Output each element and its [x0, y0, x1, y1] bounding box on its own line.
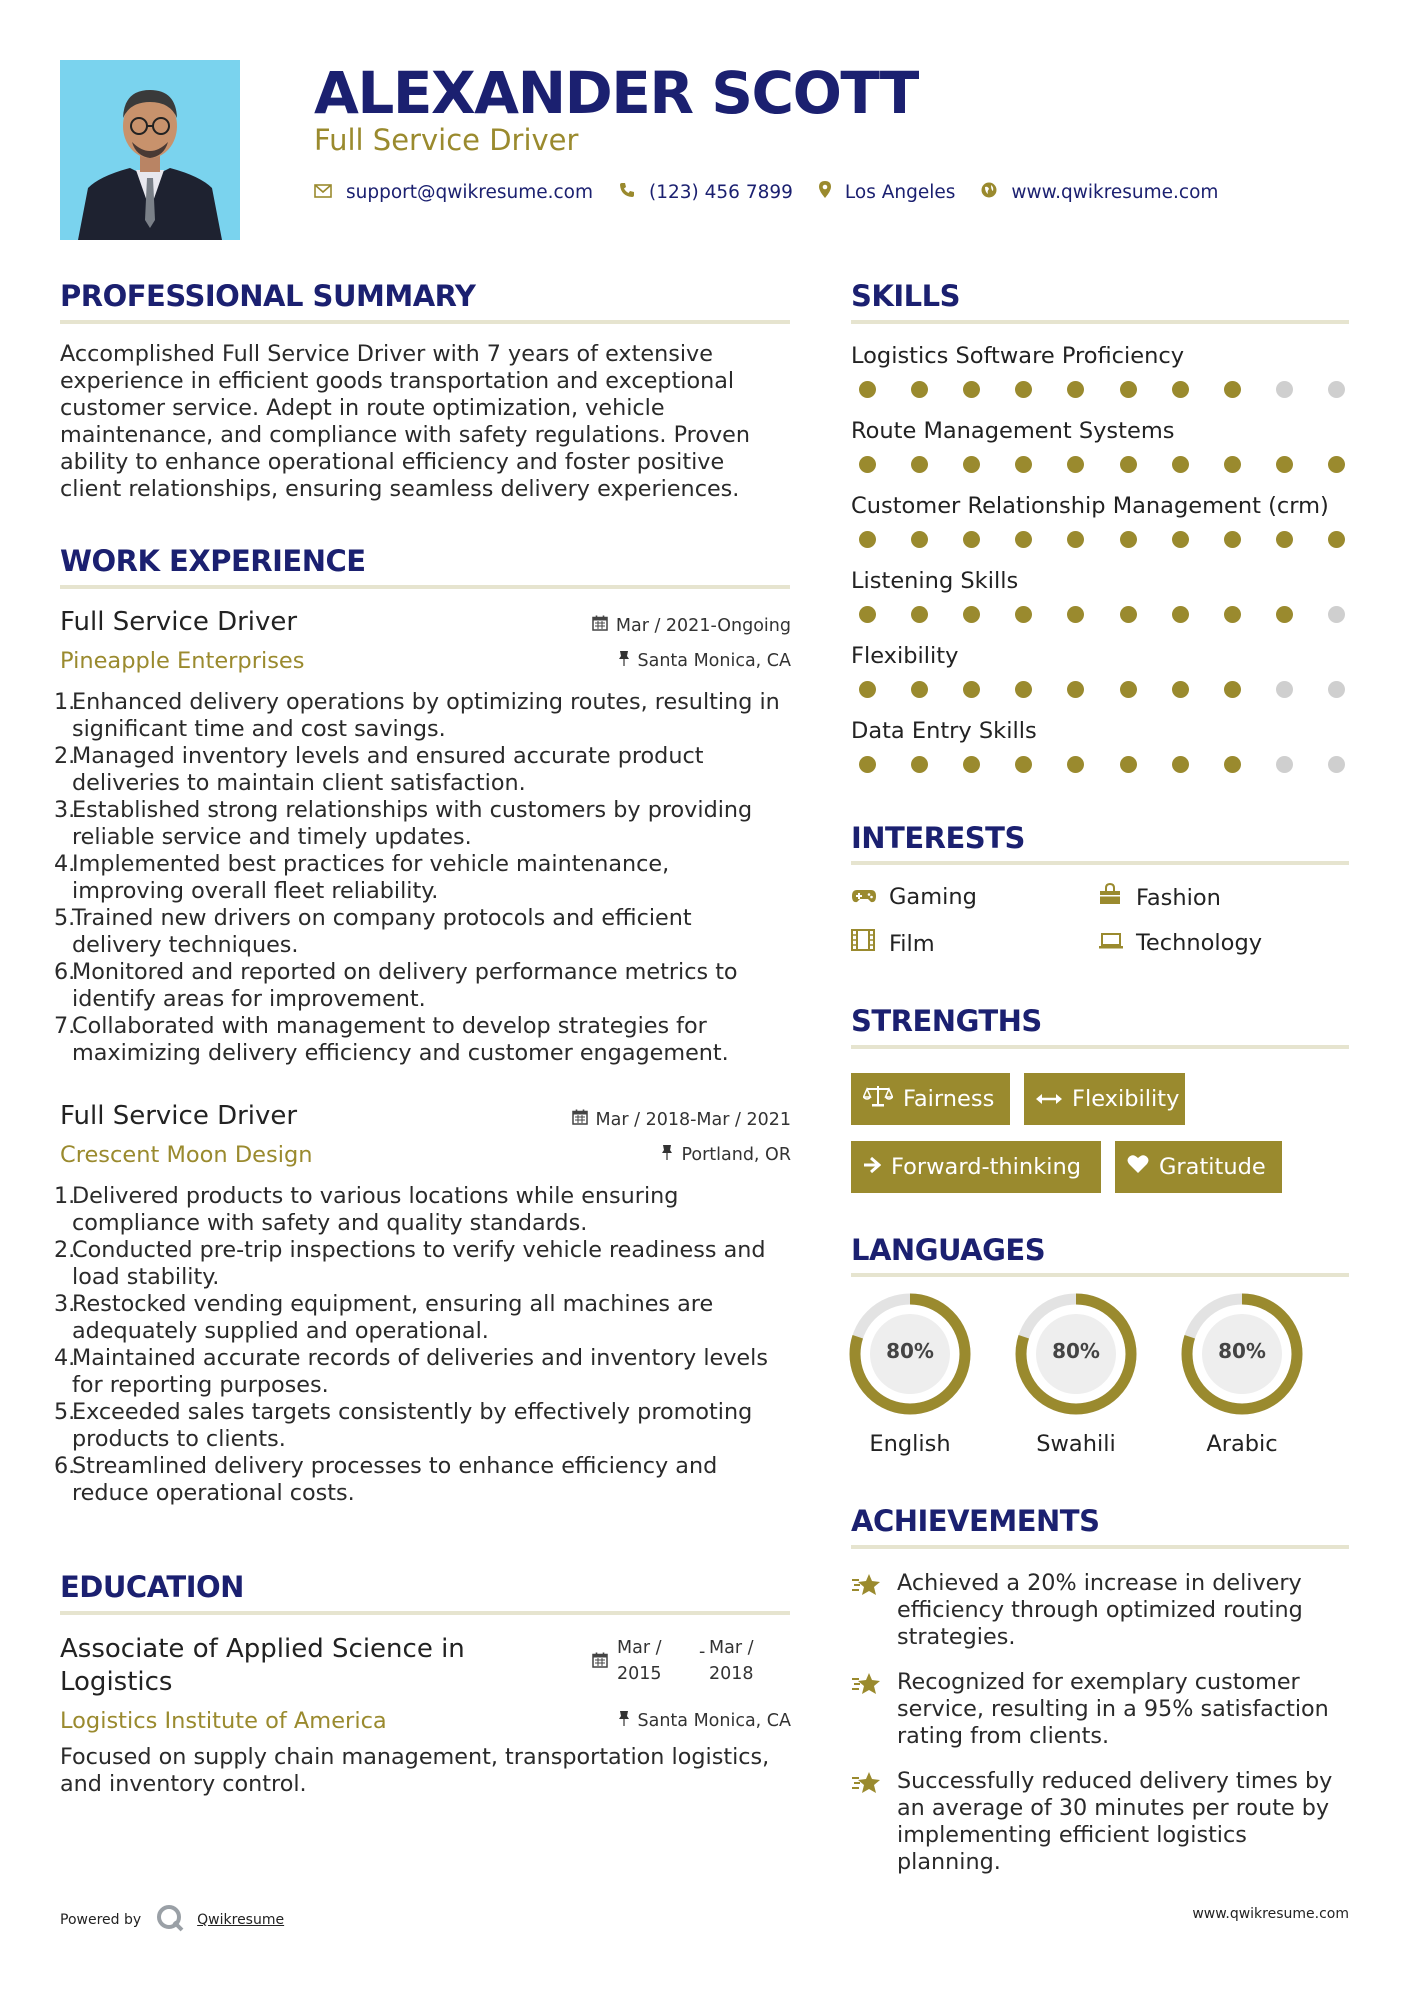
star-medal-icon: [851, 1671, 883, 1701]
strength-chip-gratitude: Gratitude: [1115, 1141, 1282, 1193]
rating-dot-filled: [1224, 606, 1241, 623]
skill-name: Customer Relationship Management (crm): [851, 493, 1329, 519]
rating-dot-filled: [1224, 381, 1241, 398]
skill-rating: [859, 606, 1345, 623]
rating-dot-filled: [1120, 456, 1137, 473]
education-divider: [60, 1611, 790, 1615]
rating-dot-filled: [1172, 606, 1189, 623]
calendar-icon: [592, 615, 608, 637]
rating-dot-filled: [1172, 456, 1189, 473]
rating-dot-filled: [1067, 381, 1084, 398]
skill-name: Listening Skills: [851, 568, 1019, 594]
candidate-title: Full Service Driver: [314, 123, 579, 157]
education-date-from: Mar / 2015: [617, 1638, 662, 1684]
language-name: English: [869, 1431, 951, 1457]
language-percent: 80%: [886, 1339, 934, 1363]
interests-divider: [851, 861, 1349, 865]
rating-dot-filled: [1172, 531, 1189, 548]
summary-text: [60, 341, 780, 503]
rating-dot-filled: [1120, 606, 1137, 623]
list-item: 6. Streamlined delivery processes to enhance efficiency and reduce operational costs.: [54, 1453, 718, 1506]
rating-dot-filled: [1067, 531, 1084, 548]
language-percent: 80%: [1052, 1339, 1100, 1363]
rating-dot-filled: [1067, 756, 1084, 773]
list-item: 3. Established strong relationships with customers by providing reliable service and timely updates.: [54, 797, 753, 850]
calendar-icon: [572, 1109, 588, 1131]
job-company: Crescent Moon Design: [60, 1142, 313, 1168]
job-date-text: Mar / 2021-Ongoing: [615, 616, 791, 636]
job-title: Full Service Driver: [60, 1101, 298, 1131]
job-date: [572, 1109, 791, 1131]
rating-dot-filled: [963, 756, 980, 773]
language-percent: 80%: [1218, 1339, 1266, 1363]
rating-dot-filled: [911, 456, 928, 473]
education-date-separator: -: [699, 1642, 706, 1662]
list-item: 1. Enhanced delivery operations by optimizing routes, resulting in significant time and cost savings.: [54, 689, 780, 742]
contact-email[interactable]: [314, 182, 593, 203]
list-item: 4. Maintained accurate records of deliveries and inventory levels for reporting purposes.: [54, 1345, 768, 1398]
rating-dot-filled: [1067, 456, 1084, 473]
rating-dot-filled: [911, 531, 928, 548]
envelope-icon: [314, 182, 332, 203]
rating-dot-filled: [1120, 531, 1137, 548]
language-item-arabic: [1180, 1292, 1304, 1420]
job-date-text: Mar / 2018-Mar / 2021: [595, 1110, 791, 1130]
rating-dot-filled: [1015, 606, 1032, 623]
achievements-heading: ACHIEVEMENTS: [851, 1504, 1100, 1538]
shopping-bag-icon: [1098, 883, 1124, 912]
skill-rating: [859, 756, 1345, 773]
skill-name: Flexibility: [851, 643, 959, 669]
skill-name: Route Management Systems: [851, 418, 1175, 444]
achievement-text: Recognized for exemplary customer service, resulting in a 95% satisfaction rating from clients.: [897, 1669, 1329, 1749]
education-location: [618, 1710, 792, 1732]
contact-phone[interactable]: [619, 182, 793, 203]
star-medal-icon: [851, 1770, 883, 1800]
summary-divider: [60, 320, 790, 324]
skills-divider: [851, 320, 1349, 324]
rating-dot-filled: [859, 756, 876, 773]
rating-dot-filled: [1328, 531, 1345, 548]
list-item: 2. Managed inventory levels and ensured accurate product deliveries to maintain client satisfaction.: [54, 743, 704, 796]
language-item-swahili: [1014, 1292, 1138, 1420]
languages-divider: [851, 1273, 1349, 1277]
degree-title: Associate of Applied Science in Logistics: [60, 1634, 465, 1697]
summary-line: experience in efficient goods transportation and exceptional: [60, 368, 735, 394]
rating-dot-filled: [911, 606, 928, 623]
powered-by-label: Powered by: [60, 1912, 142, 1928]
rating-dot-filled: [1120, 756, 1137, 773]
rating-dot-filled: [963, 606, 980, 623]
contact-website-text: www.qwikresume.com: [1011, 181, 1219, 203]
pushpin-icon: [618, 1710, 630, 1732]
achievement-item: [851, 1570, 1337, 1651]
rating-dot-filled: [1224, 456, 1241, 473]
achievement-item: [851, 1768, 1337, 1876]
skill-item: [851, 342, 1371, 417]
summary-line: Accomplished Full Service Driver with 7 years of extensive: [60, 341, 713, 367]
map-marker-icon: [819, 181, 831, 203]
summary-line: ability to enhance operational efficiency and foster positive: [60, 449, 725, 475]
gamepad-icon: [851, 883, 877, 911]
skill-name: Logistics Software Proficiency: [851, 343, 1185, 369]
skill-rating: [859, 381, 1345, 398]
list-item: 6. Monitored and reported on delivery performance metrics to identify areas for improvement.: [54, 959, 738, 1012]
rating-dot-filled: [1276, 531, 1293, 548]
strengths-heading: STRENGTHS: [851, 1004, 1042, 1038]
skill-item: [851, 417, 1371, 492]
strength-chip-flexibility: Flexibility: [1024, 1073, 1185, 1125]
skill-rating: [859, 681, 1345, 698]
rating-dot-empty: [1328, 756, 1345, 773]
summary-line: maintenance, and compliance with safety regulations. Proven: [60, 422, 751, 448]
rating-dot-filled: [1172, 756, 1189, 773]
contact-website[interactable]: [981, 182, 1218, 203]
skill-item: [851, 492, 1371, 567]
arrows-horizontal-icon: [1036, 1086, 1062, 1112]
rating-dot-filled: [1015, 381, 1032, 398]
rating-dot-filled: [1224, 531, 1241, 548]
rating-dot-empty: [1276, 381, 1293, 398]
rating-dot-filled: [1015, 531, 1032, 548]
qwikresume-link[interactable]: Qwikresume: [197, 1912, 285, 1928]
rating-dot-filled: [911, 681, 928, 698]
list-item: 5. Exceeded sales targets consistently by effectively promoting products to clients.: [54, 1399, 753, 1452]
list-item: 3. Restocked vending equipment, ensuring all machines are adequately supplied and operational.: [54, 1291, 714, 1344]
strength-chip-fairness: Fairness: [851, 1073, 1010, 1125]
interest-gaming: Gaming: [851, 883, 977, 911]
rating-dot-empty: [1328, 681, 1345, 698]
job-date: [592, 615, 791, 637]
skill-item: [851, 717, 1371, 792]
language-item-english: [848, 1292, 972, 1420]
balance-scale-icon: [863, 1085, 893, 1113]
job-location: [618, 650, 792, 672]
rating-dot-filled: [859, 381, 876, 398]
laptop-icon: [1098, 929, 1124, 957]
skill-name: Data Entry Skills: [851, 718, 1037, 744]
summary-heading: PROFESSIONAL SUMMARY: [60, 279, 476, 313]
education-date-to: Mar / 2018: [709, 1638, 754, 1684]
footer-site-link[interactable]: www.qwikresume.com: [1192, 1906, 1349, 1922]
strengths-divider: [851, 1045, 1349, 1049]
rating-dot-filled: [1015, 681, 1032, 698]
interests-heading: INTERESTS: [851, 821, 1025, 855]
achievement-text: Successfully reduced delivery times by an average of 30 minutes per route by implementing efficient logistics planning.: [897, 1768, 1333, 1875]
profile-photo: [60, 60, 240, 240]
rating-dot-filled: [911, 756, 928, 773]
phone-icon: [619, 182, 635, 203]
rating-dot-empty: [1328, 606, 1345, 623]
rating-dot-filled: [1015, 456, 1032, 473]
pushpin-icon: [618, 650, 630, 672]
list-item: 5. Trained new drivers on company protocols and efficient delivery techniques.: [54, 905, 692, 958]
skill-item: [851, 567, 1371, 642]
skills-heading: SKILLS: [851, 279, 960, 313]
rating-dot-filled: [1172, 681, 1189, 698]
rating-dot-filled: [963, 381, 980, 398]
rating-dot-filled: [963, 681, 980, 698]
rating-dot-filled: [963, 531, 980, 548]
interest-fashion: Fashion: [1098, 883, 1221, 912]
calendar-icon: [592, 1652, 608, 1672]
rating-dot-filled: [911, 381, 928, 398]
list-item: 1. Delivered products to various locations while ensuring compliance with safety and quality standards.: [54, 1183, 679, 1236]
qwikresume-logo-icon: [155, 1903, 185, 1937]
rating-dot-filled: [1067, 606, 1084, 623]
rating-dot-filled: [1224, 756, 1241, 773]
star-medal-icon: [851, 1572, 883, 1602]
school-name: Logistics Institute of America: [60, 1708, 387, 1734]
contact-location: [819, 181, 956, 203]
rating-dot-filled: [859, 606, 876, 623]
education-heading: EDUCATION: [60, 1570, 244, 1604]
rating-dot-filled: [859, 531, 876, 548]
rating-dot-empty: [1276, 681, 1293, 698]
rating-dot-filled: [859, 681, 876, 698]
language-name: Swahili: [1036, 1431, 1116, 1457]
rating-dot-filled: [1120, 681, 1137, 698]
list-item: 2. Conducted pre-trip inspections to verify vehicle readiness and load stability.: [54, 1237, 766, 1290]
contact-location-text: Los Angeles: [844, 181, 956, 203]
list-item: 4. Implemented best practices for vehicle maintenance, improving overall fleet reliability.: [54, 851, 670, 904]
film-icon: [851, 929, 877, 958]
job-bullets: [54, 1183, 794, 1507]
language-name: Arabic: [1206, 1431, 1278, 1457]
languages-heading: LANGUAGES: [851, 1233, 1046, 1267]
rating-dot-filled: [1067, 681, 1084, 698]
achievement-item: [851, 1669, 1337, 1750]
experience-divider: [60, 585, 790, 589]
heart-icon: [1127, 1154, 1149, 1180]
rating-dot-filled: [1120, 381, 1137, 398]
job-title: Full Service Driver: [60, 607, 298, 637]
rating-dot-filled: [859, 456, 876, 473]
skill-item: [851, 642, 1371, 717]
job-location: [661, 1144, 791, 1166]
rating-dot-filled: [1276, 456, 1293, 473]
job-company: Pineapple Enterprises: [60, 648, 305, 674]
list-item: 7. Collaborated with management to develop strategies for maximizing delivery efficiency and customer engagement.: [54, 1013, 729, 1066]
arrow-right-icon: [863, 1154, 881, 1180]
interest-film: Film: [851, 929, 935, 958]
rating-dot-filled: [1224, 681, 1241, 698]
education-description: Focused on supply chain management, transportation logistics, and inventory control.: [60, 1744, 770, 1797]
footer-powered-by: [60, 1903, 284, 1937]
contact-phone-text: (123) 456 7899: [649, 181, 793, 203]
skill-rating: [859, 456, 1345, 473]
rating-dot-filled: [963, 456, 980, 473]
rating-dot-empty: [1276, 756, 1293, 773]
job-location-text: Portland, OR: [681, 1145, 791, 1165]
rating-dot-filled: [1276, 606, 1293, 623]
pushpin-icon: [661, 1144, 673, 1166]
candidate-name: ALEXANDER SCOTT: [314, 59, 918, 127]
rating-dot-filled: [1172, 381, 1189, 398]
rating-dot-filled: [1328, 456, 1345, 473]
globe-icon: [981, 182, 997, 203]
summary-line: client relationships, ensuring seamless delivery experiences.: [60, 476, 740, 502]
achievement-text: Achieved a 20% increase in delivery efficiency through optimized routing strategies.: [897, 1570, 1303, 1650]
skills-list: [851, 342, 1371, 792]
job-bullets: [54, 689, 794, 1067]
job-location-text: Santa Monica, CA: [637, 651, 791, 671]
strength-chip-forward-thinking: Forward-thinking: [851, 1141, 1101, 1193]
summary-line: customer service. Adept in route optimization, vehicle: [60, 395, 665, 421]
skill-rating: [859, 531, 1345, 548]
experience-heading: WORK EXPERIENCE: [60, 544, 366, 578]
rating-dot-filled: [1015, 756, 1032, 773]
rating-dot-empty: [1328, 381, 1345, 398]
achievements-divider: [851, 1545, 1349, 1549]
interest-technology: Technology: [1098, 929, 1262, 957]
contact-email-text: support@qwikresume.com: [346, 181, 593, 203]
contact-bar: [314, 177, 1244, 207]
education-location-text: Santa Monica, CA: [637, 1711, 791, 1731]
